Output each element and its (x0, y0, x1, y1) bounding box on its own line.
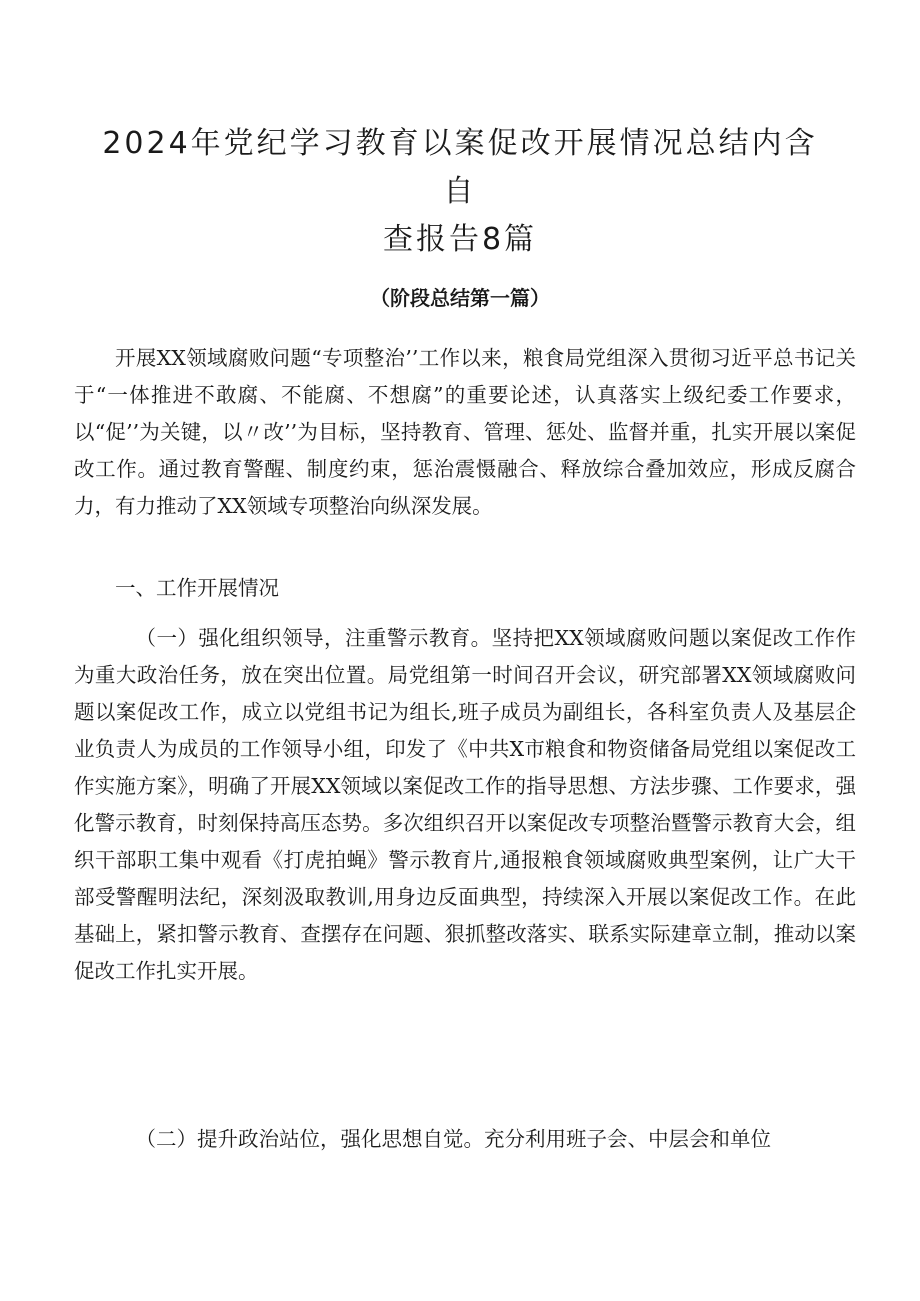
item-paragraph-political-awareness: （二）提升政治站位，强化思想自觉。充分利用班子会、中层会和单位 (135, 1127, 771, 1151)
document-title-line-1: 2024年党纪学习教育以案促改开展情况总结内含自 (102, 126, 818, 209)
section-heading-work-status: 一、工作开展情况 (115, 576, 279, 600)
item-paragraph-organization-leadership: （一）强化组织领导，注重警示教育。坚持把XX领域腐败问题以案促改工作作为重大政治任务，放在突出位置。局党组第一时间召开会议，研究部署XX领域腐败问题以案促改工作，成立以党组书记为组长,班子成员为副组长，各科室负责人及基层企业负责人为成员的工作领导小组，印发了《中共X市粮食和物资储备局党组以案促改工作实施方案》，明确了开展XX领域以案促改工作的指导思想、方法步骤、工作要求，强化警示教育，时刻保持高压态势。多次组织召开以案促改专项整治暨警示教育大会，组织干部职工集中观看《打虎拍蝇》警示教育片,通报粮食领域腐败典型案例，让广大干部受警醒明法纪，深刻汲取教训,用身边反面典型，持续深入开展以案促改工作。在此基础上，紧扣警示教育、查摆存在问题、狠抓整改落实、联系实际建章立制，推动以案促改工作扎实开展。 (74, 626, 856, 983)
document-title-line-2: 查报告8篇 (382, 222, 538, 257)
intro-paragraph: 开展XX领域腐败问题“专项整治’’工作以来，粮食局党组深入贯彻习近平总书记关于“一体推进不敢腐、不能腐、不想腐”的重要论述，认真落实上级纪委工作要求，以“促’’为关键，以〃改’’为目标，坚持教育、管理、惩处、监督并重，扎实开展以案促改工作。通过教育警醒、制度约束，惩治震慑融合、释放综合叠加效应，形成反腐合力，有力推动了XX领域专项整治向纵深发展。 (74, 346, 856, 518)
document-title (90, 120, 830, 264)
document-subtitle: （阶段总结第一篇） (370, 286, 550, 310)
